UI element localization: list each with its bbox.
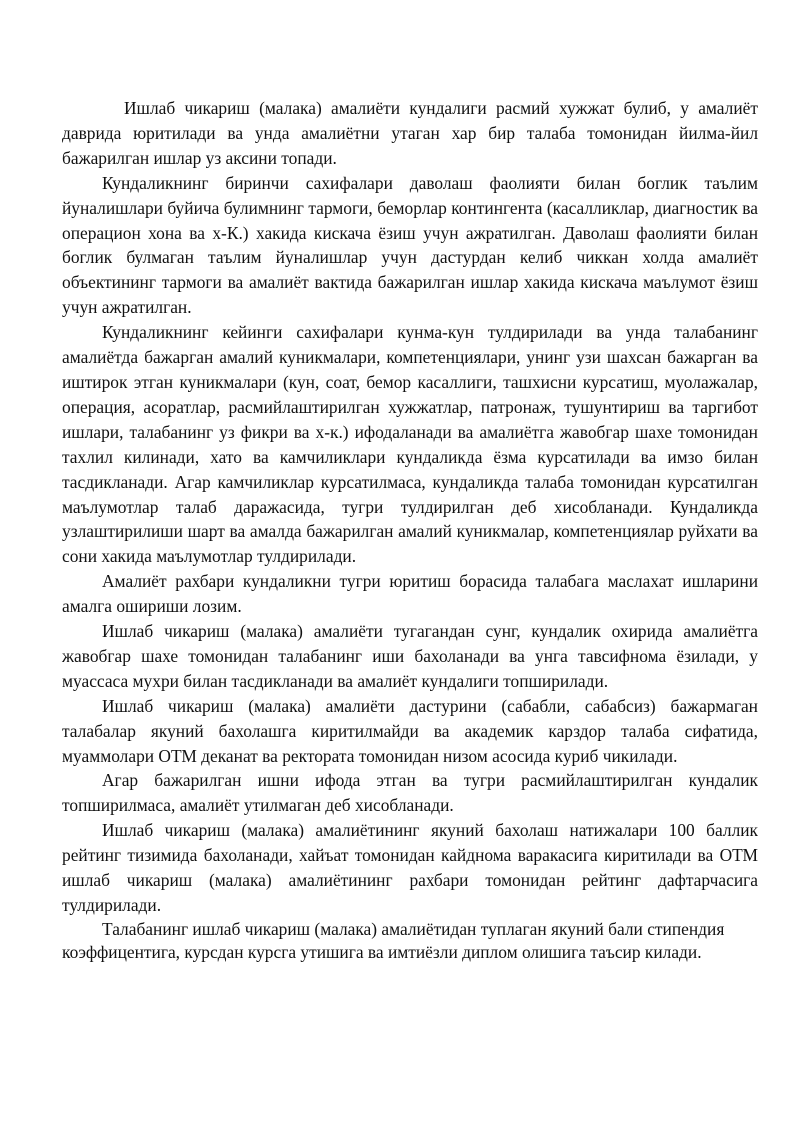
paragraph-unfulfilled-program: Ишлаб чикариш (малака) амалиёти дастурини (сабабли, сабабсиз) бажармаган талабалар якуний бахолашга киритилмайди ва академик карздор талаба сифатида, муаммолари ОТМ деканат ва ректората томонидан низом асосида куриб чикилади. (62, 695, 758, 766)
paragraph-practice-supervisor: Амалиёт рахбари кундаликни тугри юритиш борасида талабага маслахат ишларини амалга ошириши лозим. (62, 571, 758, 617)
paragraph-final-assessment: Ишлаб чикариш (малака) амалиётининг якуний бахолаш натижалари 100 баллик рейтинг тизимида бахоланади, хайъат томонидан кайднома варакасига киритилади ва ОТМ ишлаб чикариш (малака) амалиётининг рахбари томонидан рейтинг дафтарчасига тулдирилади. (62, 820, 758, 915)
paragraph-diary-not-submitted: Агар бажарилган ишни ифода этган ва тугри расмийлаштирилган кундалик топширилмаса, амалиёт утилмаган деб хисобланади. (62, 770, 758, 816)
document-page (62, 96, 758, 965)
paragraph-final-score-effect: Талабанинг ишлаб чикариш (малака) амалиётидан туплаган якуний бали стипендия коэффицентига, курсдан курсга утишига ва имтиёзли диплом олишига таъсир килади. (62, 918, 725, 963)
paragraph-after-practice: Ишлаб чикариш (малака) амалиёти тугагандан сунг, кундалик охирида амалиётга жавобгар шахе томонидан талабанинг иши бахоланади ва унга тавсифнома ёзилади, у муассаса мухри билан тасдикланади ва амалиёт кундалиги топширилади. (62, 621, 758, 691)
paragraph-diary-daily-pages: Кундаликнинг кейинги сахифалари кунма-кун тулдирилади ва унда талабанинг амалиётда бажарган амалий куникмалари, компетенциялари, унинг узи шахсан бажарган ва иштирок этган куникмалари (кун, соат, бемор касаллиги, ташхисни курсатиш, муолажалар, операция, асоратлар, расмийлаштирилган хужжатлар, патронаж, тушунтириш ва таргибот ишлари, талабанинг уз фикри ва х-к.) ифодаланади ва амалиётга жавобгар шахе томонидан тахлил килинади, хато ва камчиликлари кундаликда ёзма курсатилади ва имзо билан тасдикланади. Агар камчиликлар курсатилмаса, кундаликда талаба томонидан курсатилган маълумотлар талаб даражасида, тугри тулдирилган деб хисобланади. Кундаликда узлаштирилиши шарт ва амалда бажарилган амалий куникмалар, компетенциялар руйхати ва сони хакида маълумотлар тулдирилади. (62, 322, 758, 567)
paragraph-diary-official-document: Ишлаб чикариш (малака) амалиёти кундалиги расмий хужжат булиб, у амалиёт даврида юритилади ва унда амалиётни утаган хар бир талаба томонидан йилма-йил бажарилган ишлар уз аксини топади. (62, 98, 758, 168)
paragraph-diary-first-pages: Кундаликнинг биринчи сахифалари даволаш фаолияти билан боглик таълим йуналишлари буйича булимнинг тармоги, беморлар контингента (касалликлар, диагностик ва операцион хона ва х-К.) хакида кискача ёзиш учун ажратилган. Даволаш фаолияти билан боглик булмаган таълим йуналишлар учун дастурдан келиб чиккан холда амалиёт объектининг тармоги ва амалиёт вактида бажарилган ишлар хакида кискача маълумот ёзиш учун ажратилган. (62, 172, 758, 318)
